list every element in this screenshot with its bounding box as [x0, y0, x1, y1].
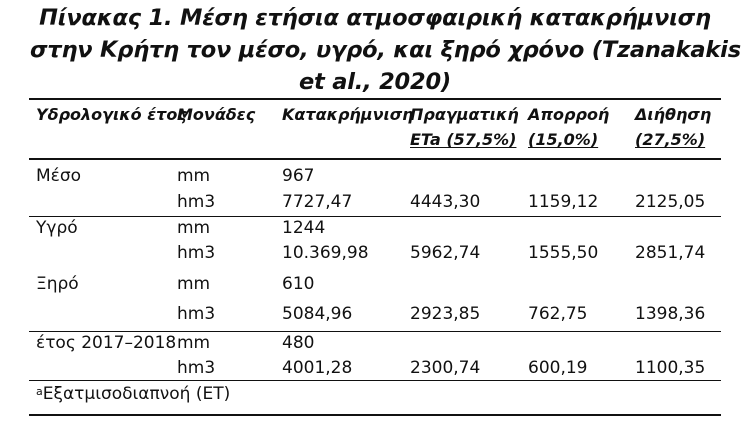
header-runoff-line2: (15,0%) — [528, 130, 599, 149]
row-label: Ξηρό — [36, 274, 79, 294]
precip-mm-value: 480 — [282, 333, 315, 353]
et-hm3-value: 2923,85 — [410, 304, 481, 324]
group-rule-3 — [29, 380, 721, 381]
title-line-3: et al., 2020) — [299, 69, 451, 95]
precip-mm-value: 1244 — [282, 218, 326, 238]
footnote-marker: a — [36, 385, 43, 398]
row-label: έτος 2017–2018 — [36, 333, 177, 353]
runoff-hm3-value: 600,19 — [528, 358, 588, 378]
header-et-line1: Πραγματική — [410, 105, 519, 124]
precip-hm3-value: 7727,47 — [282, 192, 353, 212]
precip-hm3-value: 5084,96 — [282, 304, 353, 324]
group-rule-2 — [29, 331, 721, 332]
unit-hm3: hm3 — [177, 243, 216, 263]
precip-mm-value: 967 — [282, 166, 315, 186]
infiltration-hm3-value: 1398,36 — [635, 304, 706, 324]
unit-mm: mm — [177, 274, 211, 294]
group-rule-1 — [29, 216, 721, 217]
header-precipitation: Κατακρήμνιση — [282, 105, 414, 124]
runoff-hm3-value: 762,75 — [528, 304, 588, 324]
precip-hm3-value: 4001,28 — [282, 358, 353, 378]
title-line-2: στην Κρήτη τον μέσο, υγρό, και ξηρό χρόνο (Tzanakakis — [30, 37, 741, 63]
bottom-rule — [29, 414, 721, 416]
footnote — [36, 384, 230, 404]
header-runoff-line1: Απορροή — [528, 105, 610, 124]
unit-mm: mm — [177, 333, 211, 353]
title-line-1: Πίνακας 1. Μέση ετήσια ατμοσφαιρική κατακρήμνιση — [39, 5, 711, 31]
et-hm3-value: 2300,74 — [410, 358, 481, 378]
row-label: Υγρό — [36, 218, 78, 238]
et-hm3-value: 5962,74 — [410, 243, 481, 263]
unit-hm3: hm3 — [177, 192, 216, 212]
unit-mm: mm — [177, 166, 211, 186]
unit-hm3: hm3 — [177, 304, 216, 324]
header-year-type: Υδρολογικό έτος — [36, 105, 187, 124]
top-rule — [29, 98, 721, 100]
header-et-line2: ETa (57,5%) — [410, 130, 517, 149]
infiltration-hm3-value: 2851,74 — [635, 243, 706, 263]
header-infiltration-line2: (27,5%) — [635, 130, 706, 149]
infiltration-hm3-value: 2125,05 — [635, 192, 706, 212]
header-rule — [29, 158, 721, 160]
precip-hm3-value: 10.369,98 — [282, 243, 369, 263]
runoff-hm3-value: 1159,12 — [528, 192, 599, 212]
footnote-text: Εξατμισοδιαπνοή (ET) — [42, 384, 231, 404]
unit-mm: mm — [177, 218, 211, 238]
unit-hm3: hm3 — [177, 358, 216, 378]
header-infiltration-line1: Διήθηση — [635, 105, 712, 124]
et-hm3-value: 4443,30 — [410, 192, 481, 212]
row-label: Μέσο — [36, 166, 82, 186]
runoff-hm3-value: 1555,50 — [528, 243, 599, 263]
precip-mm-value: 610 — [282, 274, 315, 294]
table-title — [30, 2, 741, 98]
header-units: Μονάδες — [177, 105, 256, 124]
infiltration-hm3-value: 1100,35 — [635, 358, 706, 378]
